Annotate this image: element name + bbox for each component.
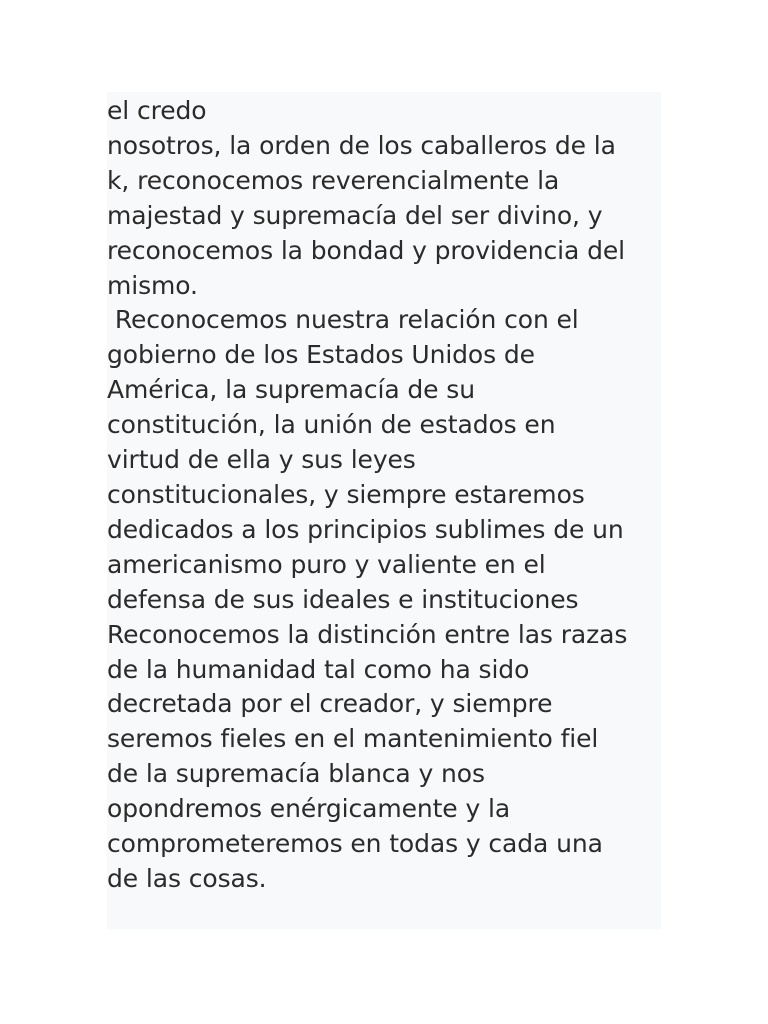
- text-line: Reconocemos nuestra relación con el: [107, 305, 579, 335]
- text-line: nosotros, la orden de los caballeros de la: [107, 130, 616, 160]
- text-line: seremos fieles en el mantenimiento fiel: [107, 724, 599, 754]
- text-line: mismo.: [107, 270, 198, 300]
- text-line: majestad y supremacía del ser divino, y: [107, 200, 603, 230]
- text-line: el credo: [107, 96, 207, 125]
- text-line: americanismo puro y valiente en el: [107, 549, 546, 579]
- text-line: virtud de ella y sus leyes: [107, 445, 416, 475]
- document-text-lines: [107, 94, 627, 897]
- text-line: constitución, la unión de estados en: [107, 410, 556, 440]
- text-line: comprometeremos en todas y cada una: [107, 829, 603, 859]
- text-line: defensa de sus ideales e instituciones: [107, 584, 579, 614]
- text-line: gobierno de los Estados Unidos de: [107, 340, 535, 370]
- text-line: reconocemos la bondad y providencia del: [107, 235, 625, 265]
- text-line: opondremos enérgicamente y la: [107, 794, 511, 824]
- text-line: k, reconocemos reverencialmente la: [107, 165, 560, 195]
- text-line: dedicados a los principios sublimes de un: [107, 514, 624, 544]
- text-line: América, la supremacía de su: [107, 375, 475, 405]
- text-line: constitucionales, y siempre estaremos: [107, 479, 585, 509]
- text-line: decretada por el creador, y siempre: [107, 689, 553, 719]
- text-line: de la supremacía blanca y nos: [107, 759, 485, 789]
- text-line: de las cosas.: [107, 863, 267, 893]
- text-line: de la humanidad tal como ha sido: [107, 654, 530, 684]
- text-line: Reconocemos la distinción entre las razas: [107, 619, 628, 649]
- document-text-block: [107, 92, 661, 929]
